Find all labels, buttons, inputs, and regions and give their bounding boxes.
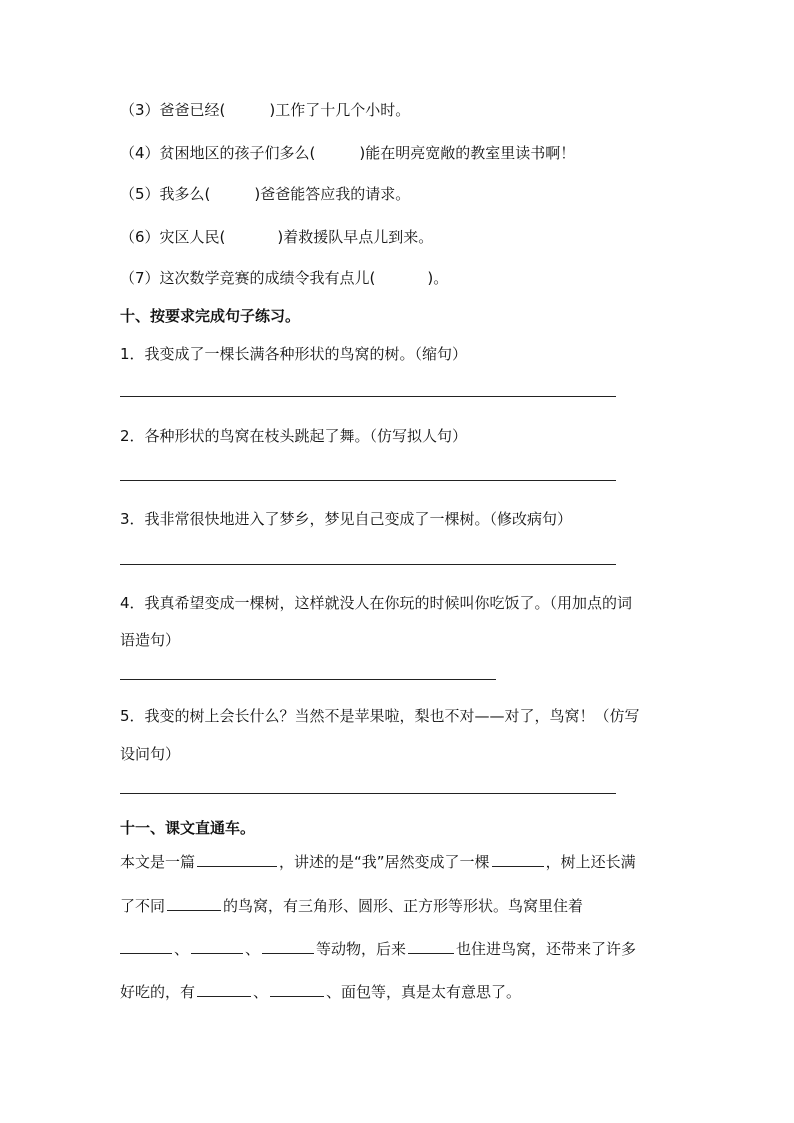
fill-item-3-after: )工作了十几个小时。 [269,101,411,119]
summary-text: 本文是一篇 [120,853,196,871]
summary-line-4 [120,982,521,1002]
summary-text: 、 [174,940,190,958]
blank-animal-3[interactable] [262,939,314,954]
summary-text: ，树上还长满 [545,853,636,871]
fill-item-5-before: （5）我多么( [120,185,211,203]
blank-food-1[interactable] [197,982,251,997]
blank-nest-kind[interactable] [167,896,221,911]
summary-text: 、 [253,983,269,1001]
summary-text: 也住进鸟窝，还带来了许多 [456,940,637,958]
blank-animal-1[interactable] [120,939,172,954]
answer-line-q2[interactable] [120,480,616,481]
summary-text: ，讲述的是“我”居然变成了一棵 [279,853,490,871]
fill-item-3 [120,100,410,120]
summary-line-1 [120,852,636,872]
sentence-q2: 2．各种形状的鸟窝在枝头跳起了舞。（仿写拟人句） [120,427,468,445]
fill-item-6-before: （6）灾区人民( [120,228,226,246]
sentence-q3: 3．我非常很快地进入了梦乡，梦见自己变成了一棵树。（修改病句） [120,510,573,528]
summary-line-2 [120,896,583,916]
sentence-q4-line1: 4．我真希望变成一棵树，这样就没人在你玩的时候叫你吃饭了。（用加点的词 [120,594,633,612]
fill-item-7-before: （7）这次数学竞赛的成绩令我有点儿( [120,269,376,287]
summary-text: 、面包等，真是太有意思了。 [326,983,522,1001]
fill-item-4-before: （4）贫困地区的孩子们多么( [120,144,316,162]
fill-item-3-before: （3）爸爸已经( [120,101,226,119]
summary-text: 等动物，后来 [316,940,407,958]
sentence-q1: 1．我变成了一棵长满各种形状的鸟窝的树。（缩句） [120,345,468,363]
answer-line-q4[interactable] [120,679,496,680]
summary-text: 好吃的，有 [120,983,196,1001]
summary-line-3 [120,939,636,959]
blank-later-arrival[interactable] [408,939,454,954]
summary-text: 了不同 [120,897,166,915]
fill-item-5 [120,184,410,204]
fill-item-6 [120,227,433,247]
blank-genre[interactable] [197,852,277,867]
section-10-heading: 十、按要求完成句子练习。 [120,307,301,325]
answer-line-q1[interactable] [120,396,616,397]
blank-tree[interactable] [492,852,544,867]
section-11-heading: 十一、课文直通车。 [120,819,256,837]
blank-food-2[interactable] [270,982,324,997]
sentence-q4-line2: 语造句） [120,631,181,649]
sentence-q5-line2: 设问句） [120,745,181,763]
summary-text: 、 [245,940,261,958]
fill-item-4-after: )能在明亮宽敞的教室里读书啊！ [359,144,576,162]
fill-item-7-after: )。 [427,269,449,287]
fill-item-4 [120,143,575,163]
answer-line-q3[interactable] [120,564,616,565]
fill-item-7 [120,268,448,288]
summary-text: 的鸟窝，有三角形、圆形、正方形等形状。鸟窝里住着 [223,897,584,915]
fill-item-5-after: )爸爸能答应我的请求。 [254,185,411,203]
answer-line-q5[interactable] [120,793,616,794]
fill-item-6-after: )着救援队早点儿到来。 [277,228,434,246]
blank-animal-2[interactable] [191,939,243,954]
sentence-q5-line1: 5．我变的树上会长什么？当然不是苹果啦，梨也不对——对了，鸟窝！（仿写 [120,707,640,725]
